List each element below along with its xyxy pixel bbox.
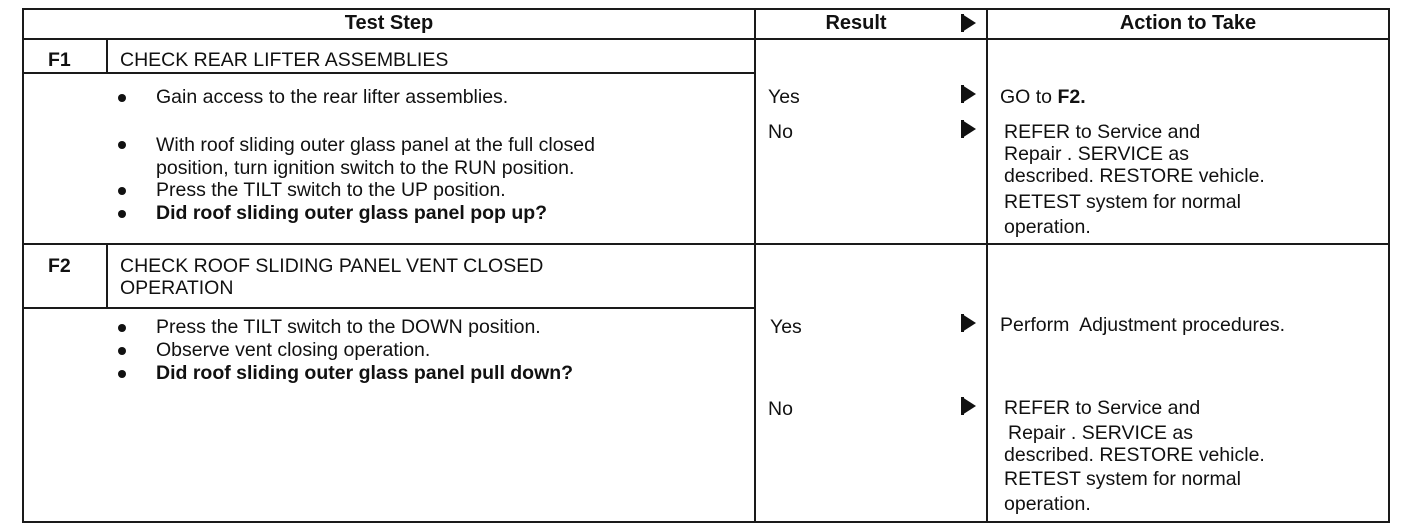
table-border-bottom bbox=[22, 521, 1390, 523]
f2-action-no-line-1: REFER to Service and bbox=[1004, 397, 1201, 419]
bullet-icon bbox=[118, 210, 126, 218]
f2-step-title-line-1: CHECK ROOF SLIDING PANEL VENT CLOSED bbox=[120, 255, 544, 277]
bullet-icon bbox=[118, 370, 126, 378]
f2-bullet-2: Observe vent closing operation. bbox=[156, 339, 431, 361]
column-divider-step-result bbox=[754, 8, 756, 523]
f2-result-yes: Yes bbox=[770, 316, 802, 338]
table-border-left bbox=[22, 8, 24, 523]
f1-step-id: F1 bbox=[48, 49, 71, 71]
f2-bullet-1: Press the TILT switch to the DOWN position. bbox=[156, 316, 541, 338]
bullet-icon bbox=[118, 187, 126, 195]
f2-step-id: F2 bbox=[48, 255, 71, 277]
f2-action-no-line-4: RETEST system for normal bbox=[1004, 468, 1241, 490]
bullet-icon bbox=[118, 141, 126, 149]
table-border-right bbox=[1388, 8, 1390, 523]
f1-action-yes-target: F2. bbox=[1057, 86, 1086, 108]
f1-action-yes-prefix: GO to bbox=[1000, 86, 1058, 108]
f2-action-no-line-5: operation. bbox=[1004, 493, 1091, 515]
arrow-icon bbox=[960, 119, 978, 139]
f1-bullet-3: Press the TILT switch to the UP position. bbox=[156, 179, 506, 201]
f1-bullet-2-line-1: With roof sliding outer glass panel at the full closed bbox=[156, 134, 595, 156]
header-divider bbox=[22, 38, 1390, 40]
header-test-step: Test Step bbox=[344, 12, 434, 34]
f1-id-divider bbox=[106, 38, 108, 74]
f1-result-yes: Yes bbox=[768, 86, 800, 108]
f2-action-yes: Perform Adjustment procedures. bbox=[1000, 314, 1286, 336]
f1-bullet-4: Did roof sliding outer glass panel pop up? bbox=[156, 202, 548, 224]
f1-bullet-2-line-2: position, turn ignition switch to the RUN position. bbox=[156, 157, 575, 179]
f1-action-yes bbox=[1000, 87, 1086, 108]
f2-bullet-3: Did roof sliding outer glass panel pull down? bbox=[156, 362, 574, 384]
f1-action-no-line-5: operation. bbox=[1004, 216, 1091, 238]
f2-result-no: No bbox=[768, 398, 793, 420]
f2-action-no-line-2: Repair . SERVICE as bbox=[1008, 422, 1193, 444]
bullet-icon bbox=[118, 347, 126, 355]
f1-row-bottom bbox=[22, 243, 1390, 245]
f1-title-underline bbox=[22, 72, 756, 74]
f1-step-title: CHECK REAR LIFTER ASSEMBLIES bbox=[120, 49, 449, 71]
f1-bullet-1: Gain access to the rear lifter assemblies. bbox=[156, 86, 509, 108]
header-result: Result bbox=[825, 12, 887, 34]
f1-action-no-line-2: Repair . SERVICE as bbox=[1004, 143, 1189, 165]
f1-result-no: No bbox=[768, 121, 793, 143]
f1-action-no-line-3: described. RESTORE vehicle. bbox=[1004, 165, 1265, 187]
f1-action-no-line-1: REFER to Service and bbox=[1004, 121, 1201, 143]
bullet-icon bbox=[118, 94, 126, 102]
f2-step-title-line-2: OPERATION bbox=[120, 277, 234, 299]
f2-title-underline bbox=[22, 307, 756, 309]
f2-id-divider bbox=[106, 243, 108, 309]
bullet-icon bbox=[118, 324, 126, 332]
arrow-icon bbox=[960, 313, 978, 333]
f2-action-no-line-3: described. RESTORE vehicle. bbox=[1004, 444, 1265, 466]
header-arrow-icon bbox=[960, 13, 978, 33]
f1-action-no-line-4: RETEST system for normal bbox=[1004, 191, 1241, 213]
header-action: Action to Take bbox=[1119, 12, 1257, 34]
arrow-icon bbox=[960, 396, 978, 416]
arrow-icon bbox=[960, 84, 978, 104]
column-divider-result-action bbox=[986, 8, 988, 523]
